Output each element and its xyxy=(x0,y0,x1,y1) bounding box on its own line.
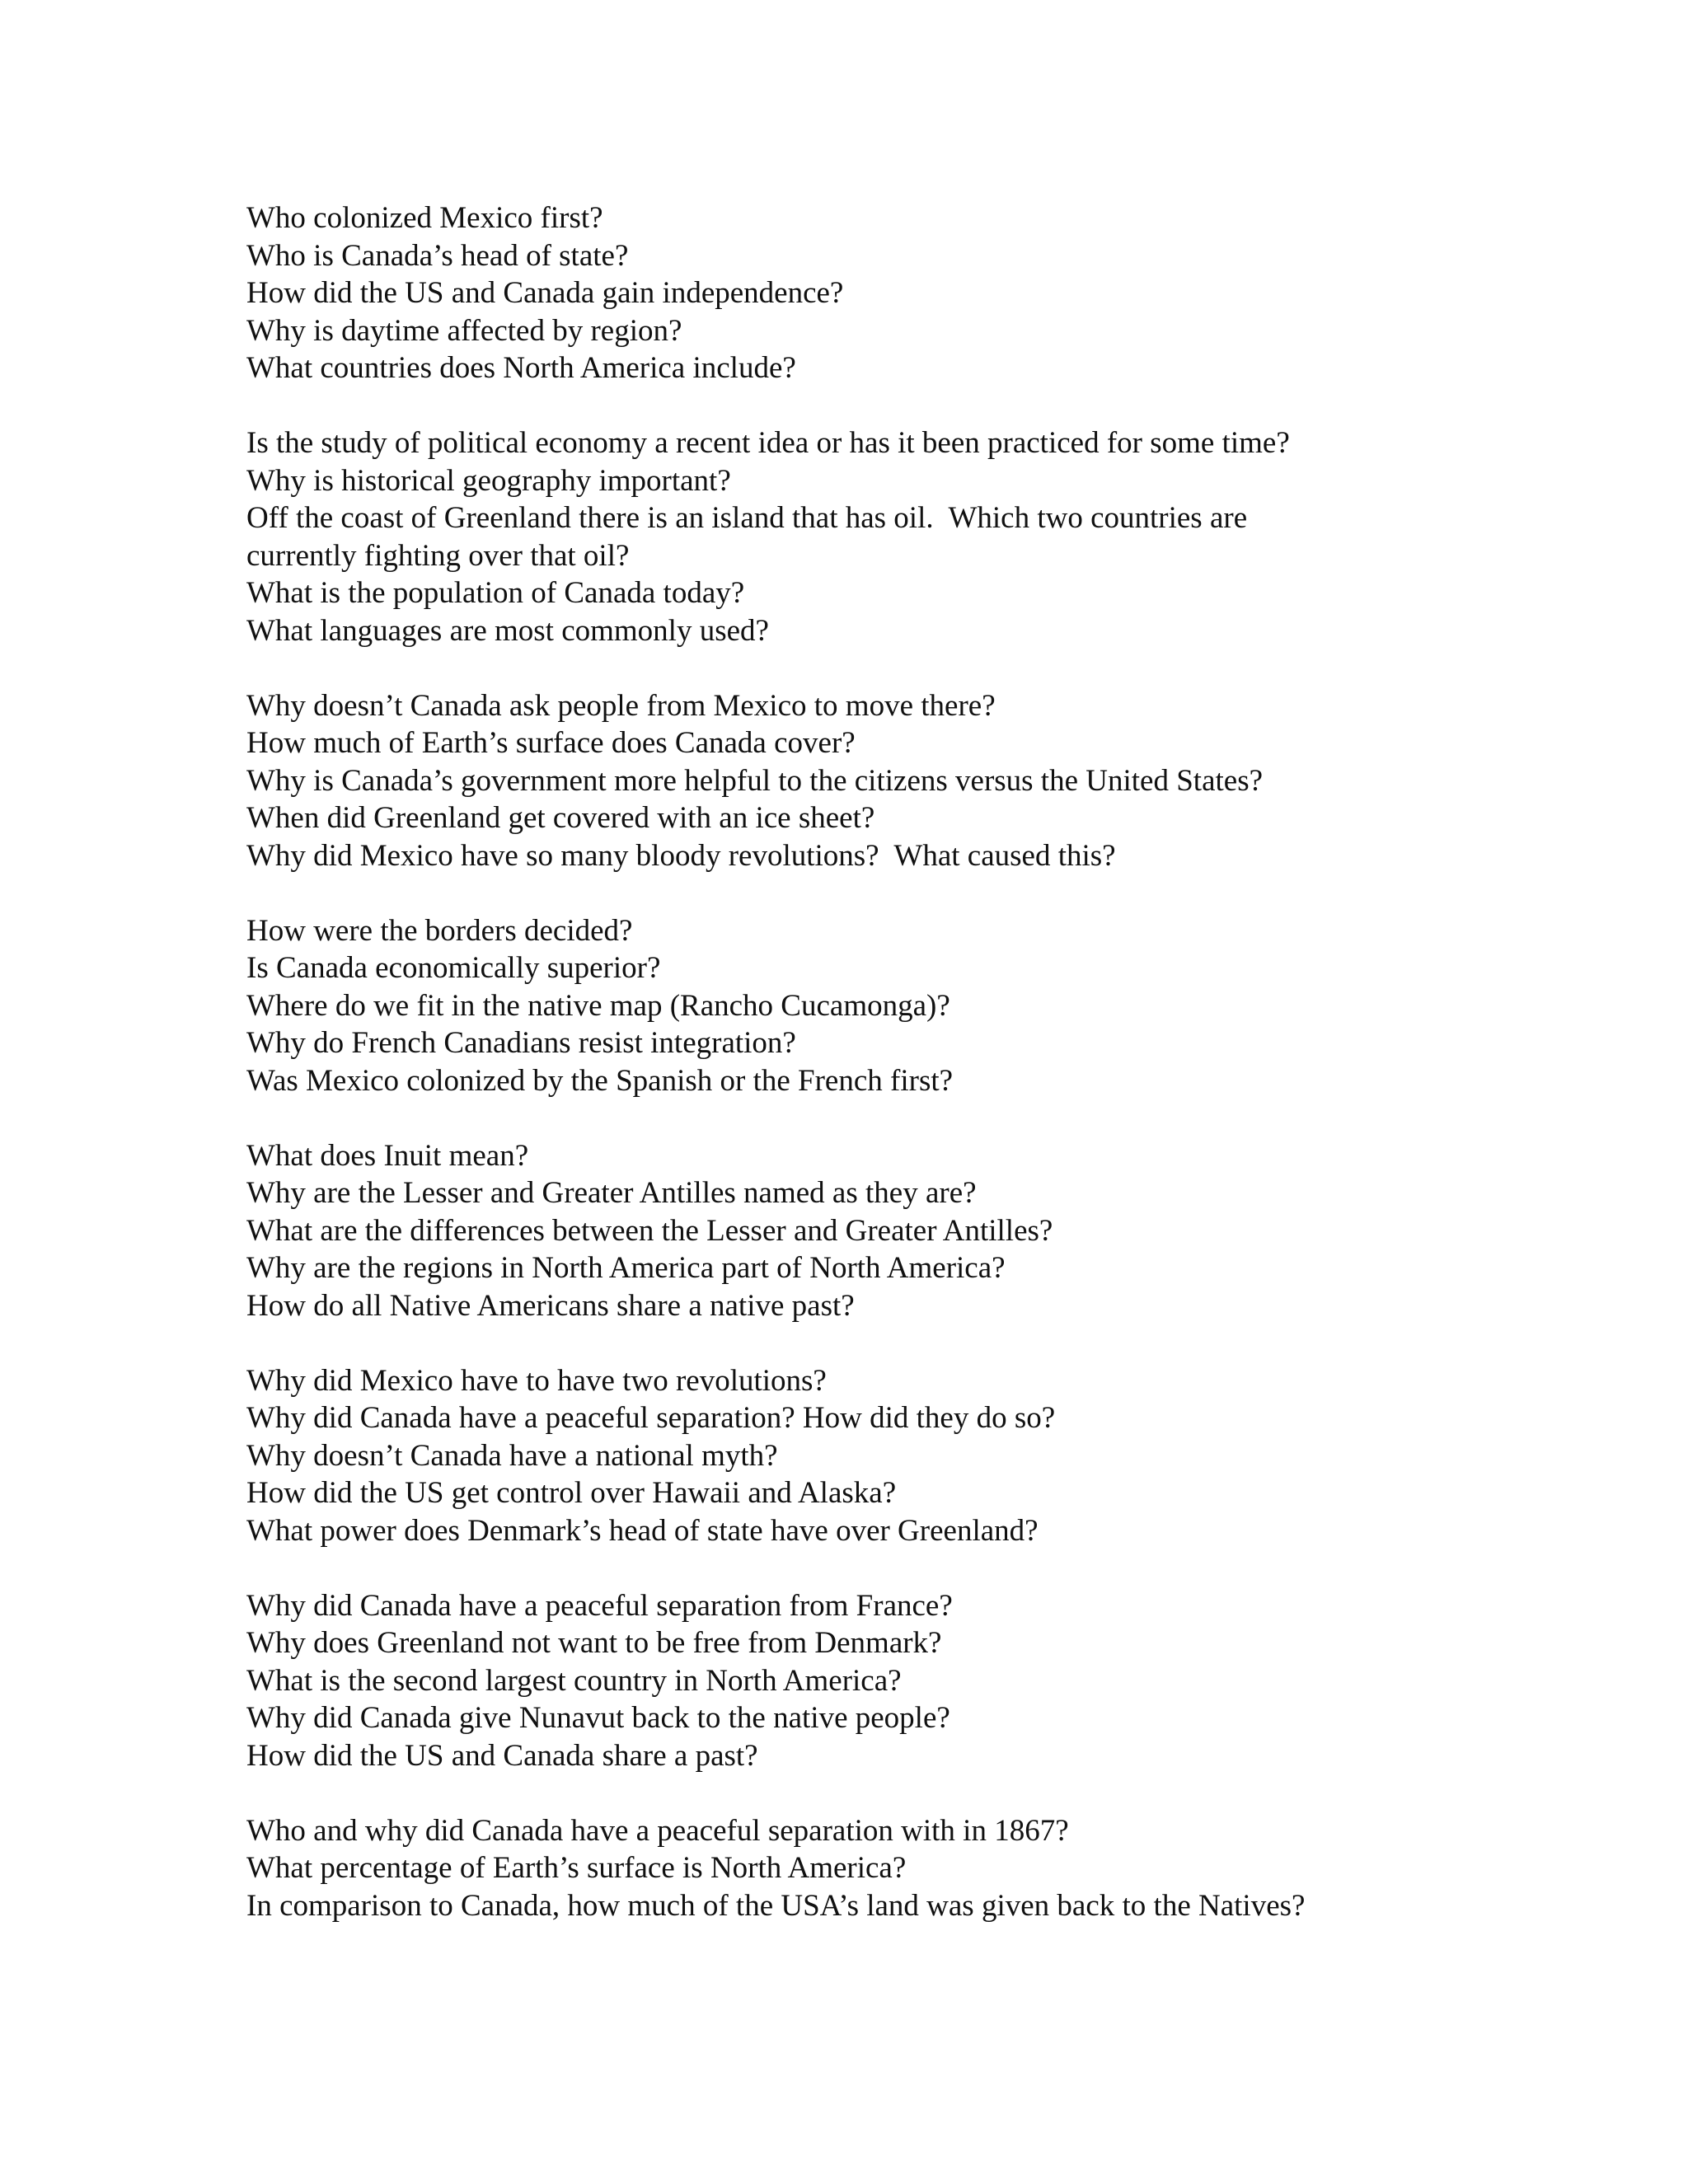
question-line: Why did Canada give Nunavut back to the native people? xyxy=(246,1701,950,1735)
question-line: Why did Mexico have so many bloody revolutions? What caused this? xyxy=(246,838,1116,873)
question-list xyxy=(246,199,1532,1962)
question-group xyxy=(246,1812,1532,1925)
question-line: How did the US get control over Hawaii and Alaska? xyxy=(246,1476,897,1510)
question-line: Why does Greenland not want to be free from Denmark? xyxy=(246,1626,942,1660)
question-line: When did Greenland get covered with an ice sheet? xyxy=(246,801,875,835)
question-line: Why do French Canadians resist integration? xyxy=(246,1026,796,1060)
question-line: What countries does North America include? xyxy=(246,351,796,385)
question-line: Why are the Lesser and Greater Antilles named as they are? xyxy=(246,1176,977,1210)
question-line: What are the differences between the Lesser and Greater Antilles? xyxy=(246,1213,1053,1248)
question-line: Why are the regions in North America part of North America? xyxy=(246,1251,1006,1285)
question-line: How were the borders decided? xyxy=(246,913,633,948)
question-line: Who and why did Canada have a peaceful separation with in 1867? xyxy=(246,1813,1069,1848)
question-line: Was Mexico colonized by the Spanish or the French first? xyxy=(246,1063,954,1098)
question-group xyxy=(246,199,1532,387)
question-line: Why did Mexico have to have two revolutions? xyxy=(246,1363,827,1398)
question-line: Why is Canada’s government more helpful to the citizens versus the United States? xyxy=(246,763,1264,798)
question-group xyxy=(246,424,1532,649)
question-line: Who is Canada’s head of state? xyxy=(246,238,629,273)
question-line: How do all Native Americans share a native past? xyxy=(246,1288,855,1323)
question-line: Why is historical geography important? xyxy=(246,463,731,498)
question-group xyxy=(246,1362,1532,1550)
question-line: What does Inuit mean? xyxy=(246,1138,529,1173)
question-group xyxy=(246,1587,1532,1775)
question-line: What power does Denmark’s head of state have over Greenland? xyxy=(246,1513,1039,1548)
question-line: What is the second largest country in North America? xyxy=(246,1663,902,1698)
question-line: Why is daytime affected by region? xyxy=(246,313,682,348)
question-line: In comparison to Canada, how much of the USA’s land was given back to the Natives? xyxy=(246,1888,1306,1923)
question-line: Why did Canada have a peaceful separation from France? xyxy=(246,1588,953,1623)
question-line: What is the population of Canada today? xyxy=(246,576,745,610)
question-line: How did the US and Canada gain independence? xyxy=(246,276,844,310)
question-line: Why doesn’t Canada ask people from Mexico to move there? xyxy=(246,688,996,723)
question-group xyxy=(246,912,1532,1100)
question-line: Who colonized Mexico first? xyxy=(246,201,603,235)
question-group xyxy=(246,1137,1532,1325)
question-line: Why did Canada have a peaceful separation? How did they do so? xyxy=(246,1401,1056,1435)
question-line: How did the US and Canada share a past? xyxy=(246,1738,758,1773)
question-line: Off the coast of Greenland there is an island that has oil. Which two countries are currently fighting over that oil? xyxy=(246,501,1248,573)
question-line: Where do we fit in the native map (Rancho Cucamonga)? xyxy=(246,988,950,1023)
question-line: How much of Earth’s surface does Canada cover? xyxy=(246,726,856,760)
question-group xyxy=(246,687,1532,875)
question-line: Why doesn’t Canada have a national myth? xyxy=(246,1438,778,1473)
question-line: What languages are most commonly used? xyxy=(246,613,769,648)
question-line: Is Canada economically superior? xyxy=(246,951,661,985)
question-line: What percentage of Earth’s surface is North America? xyxy=(246,1851,907,1885)
question-line: Is the study of political economy a recent idea or has it been practiced for some time? xyxy=(246,426,1290,460)
